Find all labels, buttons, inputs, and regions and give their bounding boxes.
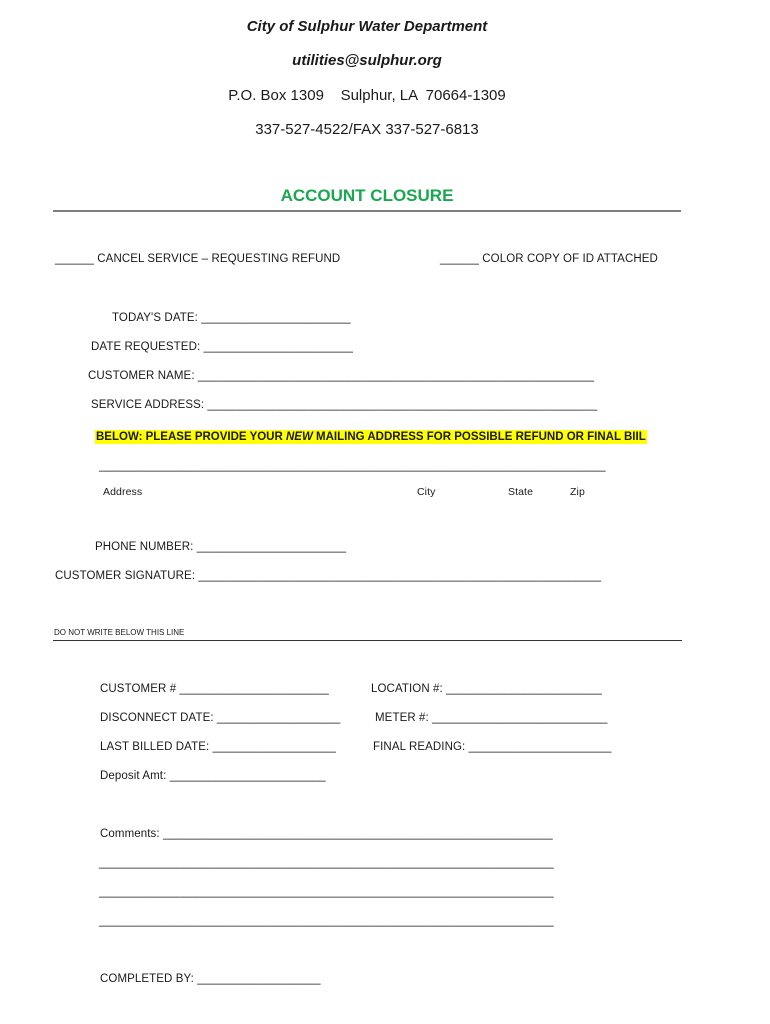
todays-date-field[interactable]: TODAY'S DATE: _______________________ (112, 312, 351, 324)
postal-address: P.O. Box 1309 Sulphur, LA 70664-1309 (228, 87, 506, 104)
email-address: utilities@sulphur.org (292, 52, 442, 69)
comments-line-3[interactable]: ______________________________________________________________________ (99, 886, 554, 898)
location-number-field[interactable]: LOCATION #: ________________________ (371, 683, 603, 695)
mailing-address-notice (95, 427, 647, 445)
id-copy-option[interactable]: ______ COLOR COPY OF ID ATTACHED (440, 253, 658, 265)
service-address-field[interactable]: SERVICE ADDRESS: ____________________________________________________________ (91, 399, 598, 411)
deposit-amount-field[interactable]: Deposit Amt: ________________________ (100, 770, 326, 782)
office-use-divider (53, 640, 682, 641)
city-label: City (417, 486, 436, 498)
comments-line-4[interactable]: ______________________________________________________________________ (99, 915, 554, 927)
disconnect-date-field[interactable]: DISCONNECT DATE: ___________________ (100, 712, 341, 724)
notice-text-before: BELOW: PLEASE PROVIDE YOUR (96, 431, 286, 443)
notice-text-after: MAILING ADDRESS FOR POSSIBLE REFUND OR FINAL BIIL (312, 431, 646, 443)
zip-label: Zip (570, 486, 585, 498)
page-title: ACCOUNT CLOSURE (280, 186, 454, 205)
state-label: State (508, 486, 534, 498)
title-divider (53, 210, 681, 212)
cancel-service-option[interactable]: ______ CANCEL SERVICE – REQUESTING REFUND (55, 253, 341, 265)
date-requested-field[interactable]: DATE REQUESTED: _______________________ (91, 341, 353, 353)
phone-number-field[interactable]: PHONE NUMBER: _______________________ (95, 541, 347, 553)
do-not-write-notice: DO NOT WRITE BELOW THIS LINE (54, 628, 185, 637)
final-reading-field[interactable]: FINAL READING: ______________________ (373, 741, 612, 753)
customer-number-field[interactable]: CUSTOMER # _______________________ (100, 683, 329, 695)
org-name: City of Sulphur Water Department (246, 18, 488, 35)
notice-emphasis: NEW (286, 431, 313, 443)
meter-number-field[interactable]: METER #: ___________________________ (375, 712, 608, 724)
address-label: Address (103, 486, 143, 498)
completed-by-field[interactable]: COMPLETED BY: ___________________ (100, 973, 321, 985)
customer-signature-field[interactable]: CUSTOMER SIGNATURE: ______________________________________________________________ (55, 570, 602, 582)
mailing-address-line[interactable]: ______________________________________________________________________________ (99, 460, 606, 472)
comments-line-2[interactable]: ______________________________________________________________________ (99, 857, 554, 869)
phone-fax: 337-527-4522/FAX 337-527-6813 (255, 121, 479, 138)
comments-field[interactable]: Comments: ____________________________________________________________ (100, 828, 553, 840)
last-billed-date-field[interactable]: LAST BILLED DATE: ___________________ (100, 741, 337, 753)
customer-name-field[interactable]: CUSTOMER NAME: _____________________________________________________________ (88, 370, 595, 382)
